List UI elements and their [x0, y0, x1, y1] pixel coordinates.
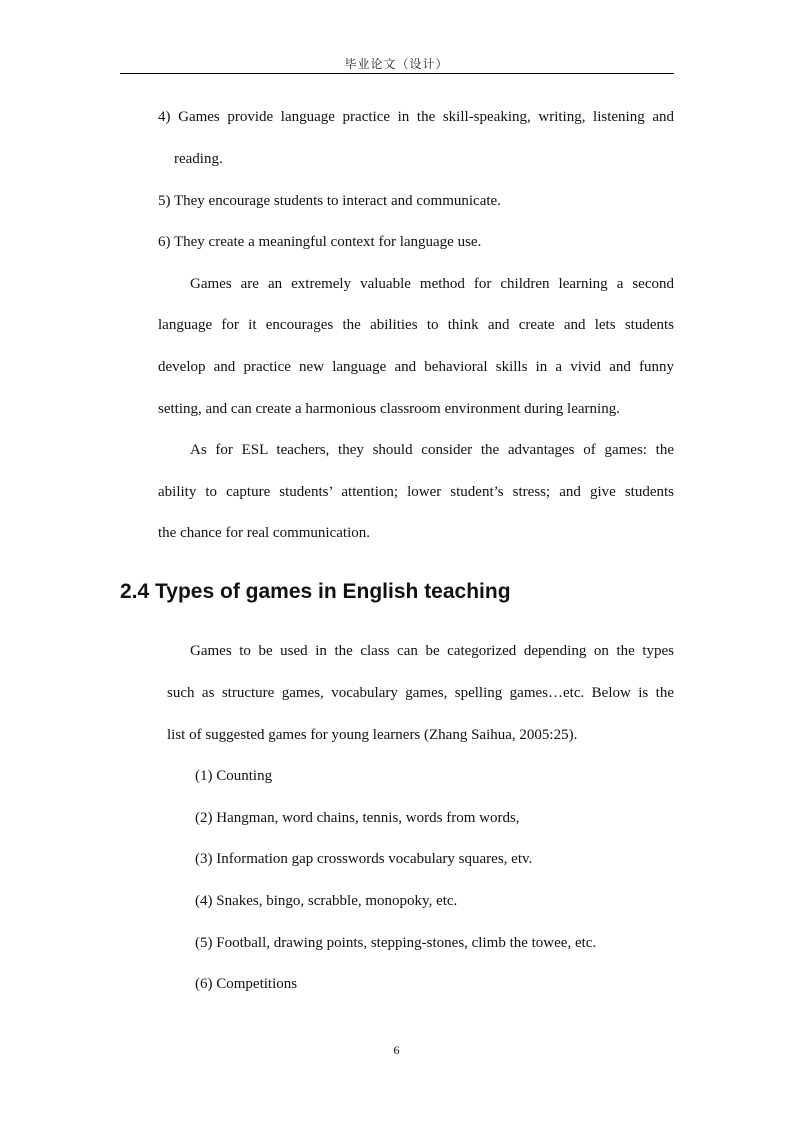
list-item: [195, 934, 596, 952]
paragraph-line: ability to capture students’ attention; lower student’s stress; and give students: [158, 484, 674, 500]
section-heading: 2.4 Types of games in English teaching: [120, 580, 511, 603]
list-item-number: (4): [195, 893, 213, 909]
list-item: 5) They encourage students to interact and communicate.: [158, 193, 501, 209]
list-item-text: Hangman, word chains, tennis, words from words,: [216, 810, 520, 826]
paragraph-line: setting, and can create a harmonious classroom environment during learning.: [158, 401, 620, 417]
paragraph-line: Games are an extremely valuable method for children learning a second: [190, 276, 674, 292]
list-item-text: Competitions: [216, 976, 298, 992]
paragraph-line: the chance for real communication.: [158, 525, 370, 541]
paragraph-line: list of suggested games for young learners (Zhang Saihua, 2005:25).: [167, 727, 578, 743]
list-item: [195, 975, 297, 993]
list-item-number: (2): [195, 810, 213, 826]
list-item-text: Football, drawing points, stepping-stones, climb the towee, etc.: [216, 935, 597, 951]
list-item-text: Counting: [216, 768, 273, 784]
header-title: 毕业论文（设计）: [344, 57, 449, 71]
list-item: [195, 892, 457, 910]
paragraph-line: such as structure games, vocabulary games, spelling games…etc. Below is the: [167, 685, 674, 701]
list-item: 6) They create a meaningful context for language use.: [158, 234, 482, 250]
list-item-text: Snakes, bingo, scrabble, monopoky, etc.: [216, 893, 458, 909]
list-item: [195, 767, 272, 785]
paragraph-line: As for ESL teachers, they should consider the advantages of games: the: [190, 442, 674, 458]
list-item: [195, 850, 532, 868]
list-item-number: (1): [195, 768, 213, 784]
list-item: [195, 809, 520, 827]
list-item-continuation: reading.: [174, 151, 223, 167]
list-item-text: Information gap crosswords vocabulary squares, etv.: [216, 851, 533, 867]
list-item-number: (6): [195, 976, 213, 992]
header-divider: [120, 73, 674, 74]
page-number: 6: [393, 1043, 400, 1057]
paragraph-line: language for it encourages the abilities to think and create and lets students: [158, 317, 674, 333]
list-item: 4) Games provide language practice in the skill-speaking, writing, listening and: [158, 109, 674, 125]
paragraph-line: Games to be used in the class can be categorized depending on the types: [190, 643, 674, 659]
paragraph-line: develop and practice new language and behavioral skills in a vivid and funny: [158, 359, 674, 375]
list-item-number: (5): [195, 935, 213, 951]
list-item-number: (3): [195, 851, 213, 867]
